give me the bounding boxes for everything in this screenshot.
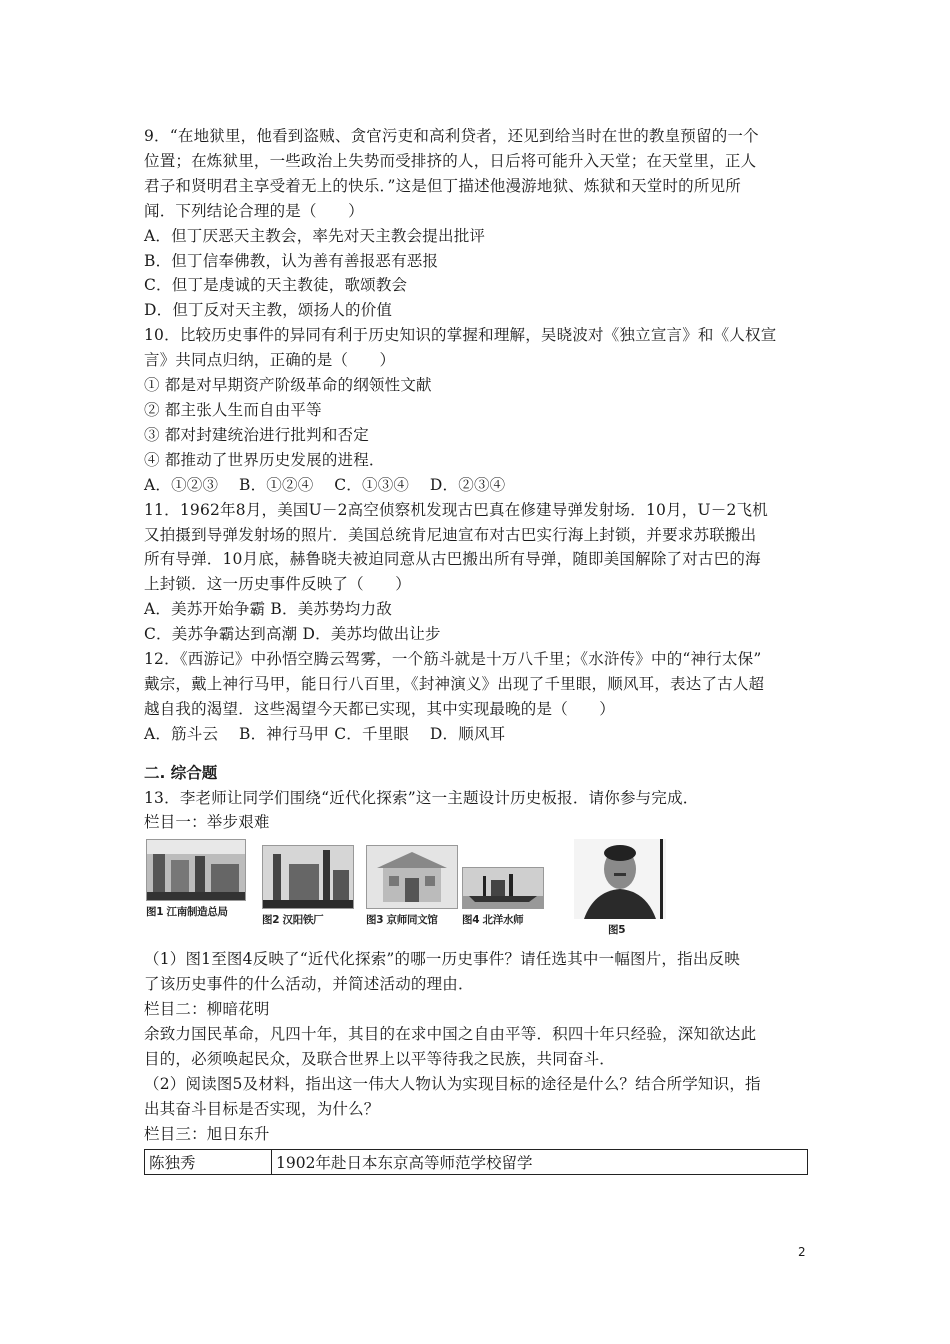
question-line: 君子和贤明君主享受着无上的快乐．”这是但丁描述他漫游地狱、炼狱和天堂时的所见所 xyxy=(144,176,741,195)
sub-question-2: 出其奋斗目标是否实现，为什么？ xyxy=(144,1099,380,1118)
options-row: A．美苏开始争霸 B．美苏势均力敌 xyxy=(144,600,392,619)
sub-question-2: （2）阅读图5及材料，指出这一伟大人物认为实现目标的途径是什么？结合所学知识，指 xyxy=(144,1074,761,1093)
sub-question-1: （1）图1至图4反映了“近代化探索”的哪一历史事件？请任选其中一幅图片，指出反映 xyxy=(144,950,740,969)
figure-caption: 图4 北洋水师 xyxy=(462,914,524,927)
column-title: 栏目一：举步艰难 xyxy=(144,813,270,832)
statement-4: ④ 都推动了世界历史发展的进程． xyxy=(144,450,385,469)
table-row xyxy=(145,1149,808,1174)
options-row: A．筋斗云 B．神行马甲 C．千里眼 D．顺风耳 xyxy=(144,724,506,743)
ironworks-photo xyxy=(262,845,354,909)
question-line: 越自我的渴望．这些渴望今天都已实现，其中实现最晚的是（ ） xyxy=(144,699,616,718)
figure-1 xyxy=(146,839,244,919)
figure-strip xyxy=(144,839,684,939)
sub-question-1: 了该历史事件的什么活动，并简述活动的理由． xyxy=(144,975,474,994)
option-b: B．但丁信奉佛教，认为善有善报恶有恶报 xyxy=(144,251,439,270)
figure-caption: 图3 京师同文馆 xyxy=(366,914,438,927)
question-line: 13．李老师让同学们围绕“近代化探索”这一主题设计历史板报．请你参与完成． xyxy=(144,788,699,807)
option-d: D．但丁反对天主教，颂扬人的价值 xyxy=(144,301,393,320)
question-10 xyxy=(144,323,808,497)
figure-3 xyxy=(366,839,456,927)
question-line: 10．比较历史事件的异同有利于历史知识的掌握和理解，吴晓波对《独立宣言》和《人权宣 xyxy=(144,326,777,345)
portrait-photo xyxy=(574,839,666,919)
figure-2 xyxy=(262,839,352,927)
options-row: C．美苏争霸达到高潮 D．美苏均做出让步 xyxy=(144,625,441,644)
figure-caption: 图5 xyxy=(608,924,626,937)
statement-2: ② 都主张人生而自由平等 xyxy=(144,400,322,419)
question-line: 言》共同点归纳，正确的是（ ） xyxy=(144,351,396,370)
material-text: 目的，必须唤起民众，及联合世界上以平等待我之民族，共同奋斗． xyxy=(144,1050,616,1068)
question-13 xyxy=(144,786,808,1175)
table-cell-name: 陈独秀 xyxy=(145,1149,272,1174)
question-line: 所有导弹．10月底，赫鲁晓夫被迫同意从古巴搬出所有导弹，随即美国解除了对古巴的海 xyxy=(144,550,761,569)
fleet-photo xyxy=(462,867,544,909)
page-content xyxy=(144,124,808,1175)
question-line: 位置；在炼狱里，一些政治上失势而受排挤的人，日后将可能升入天堂；在天堂里，正人 xyxy=(144,151,757,170)
figure-4 xyxy=(462,839,542,927)
statement-1: ① 都是对早期资产阶级革命的纲领性文献 xyxy=(144,376,432,395)
school-photo xyxy=(366,845,458,909)
question-line: 又拍摄到导弹发射场的照片．美国总统肯尼迪宣布对古巴实行海上封锁，并要求苏联搬出 xyxy=(144,525,757,544)
material-text: 余致力国民革命，凡四十年，其目的在求中国之自由平等．积四十年只经验，深知欲达此 xyxy=(144,1025,757,1044)
question-line: 9．“在地狱里，他看到盗贼、贪官污吏和高利贷者，还见到给当时在世的教皇预留的一个 xyxy=(144,127,759,145)
statement-3: ③ 都对封建统治进行批判和否定 xyxy=(144,425,369,444)
figure-caption: 图2 汉阳铁厂 xyxy=(262,914,324,927)
question-line: 戴宗，戴上神行马甲，能日行八百里，《封神演义》出现了千里眼，顺风耳，表达了古人超 xyxy=(144,674,765,693)
options-row: A．①②③ B．①②④ C．①③④ D．②③④ xyxy=(144,475,506,494)
table-cell-event: 1902年赴日本东京高等师范学校留学 xyxy=(272,1149,808,1174)
figure-caption: 图1 江南制造总局 xyxy=(146,906,228,919)
question-line: 闻．下列结论合理的是（ ） xyxy=(144,201,364,220)
question-9 xyxy=(144,124,808,323)
page-number: 2 xyxy=(798,1245,806,1259)
question-11 xyxy=(144,498,808,647)
column-title: 栏目三：旭日东升 xyxy=(144,1124,270,1143)
question-line: 11．1962年8月，美国U－2高空侦察机发现古巴真在修建导弹发射场．10月，U－2飞机 xyxy=(144,500,768,519)
option-a: A．但丁厌恶天主教会，率先对天主教会提出批评 xyxy=(144,226,486,245)
info-table xyxy=(144,1149,808,1175)
option-c: C．但丁是虔诚的天主教徒，歌颂教会 xyxy=(144,276,408,295)
column-title: 栏目二：柳暗花明 xyxy=(144,1000,270,1019)
question-line: 上封锁．这一历史事件反映了（ ） xyxy=(144,575,411,594)
factory-photo xyxy=(146,839,246,901)
section-title: 二. 综合题 xyxy=(144,763,218,782)
question-line: 12．《西游记》中孙悟空腾云驾雾，一个筋斗就是十万八千里；《水浒传》中的“神行太保” xyxy=(144,650,762,669)
figure-5 xyxy=(574,839,666,937)
question-12 xyxy=(144,647,808,747)
